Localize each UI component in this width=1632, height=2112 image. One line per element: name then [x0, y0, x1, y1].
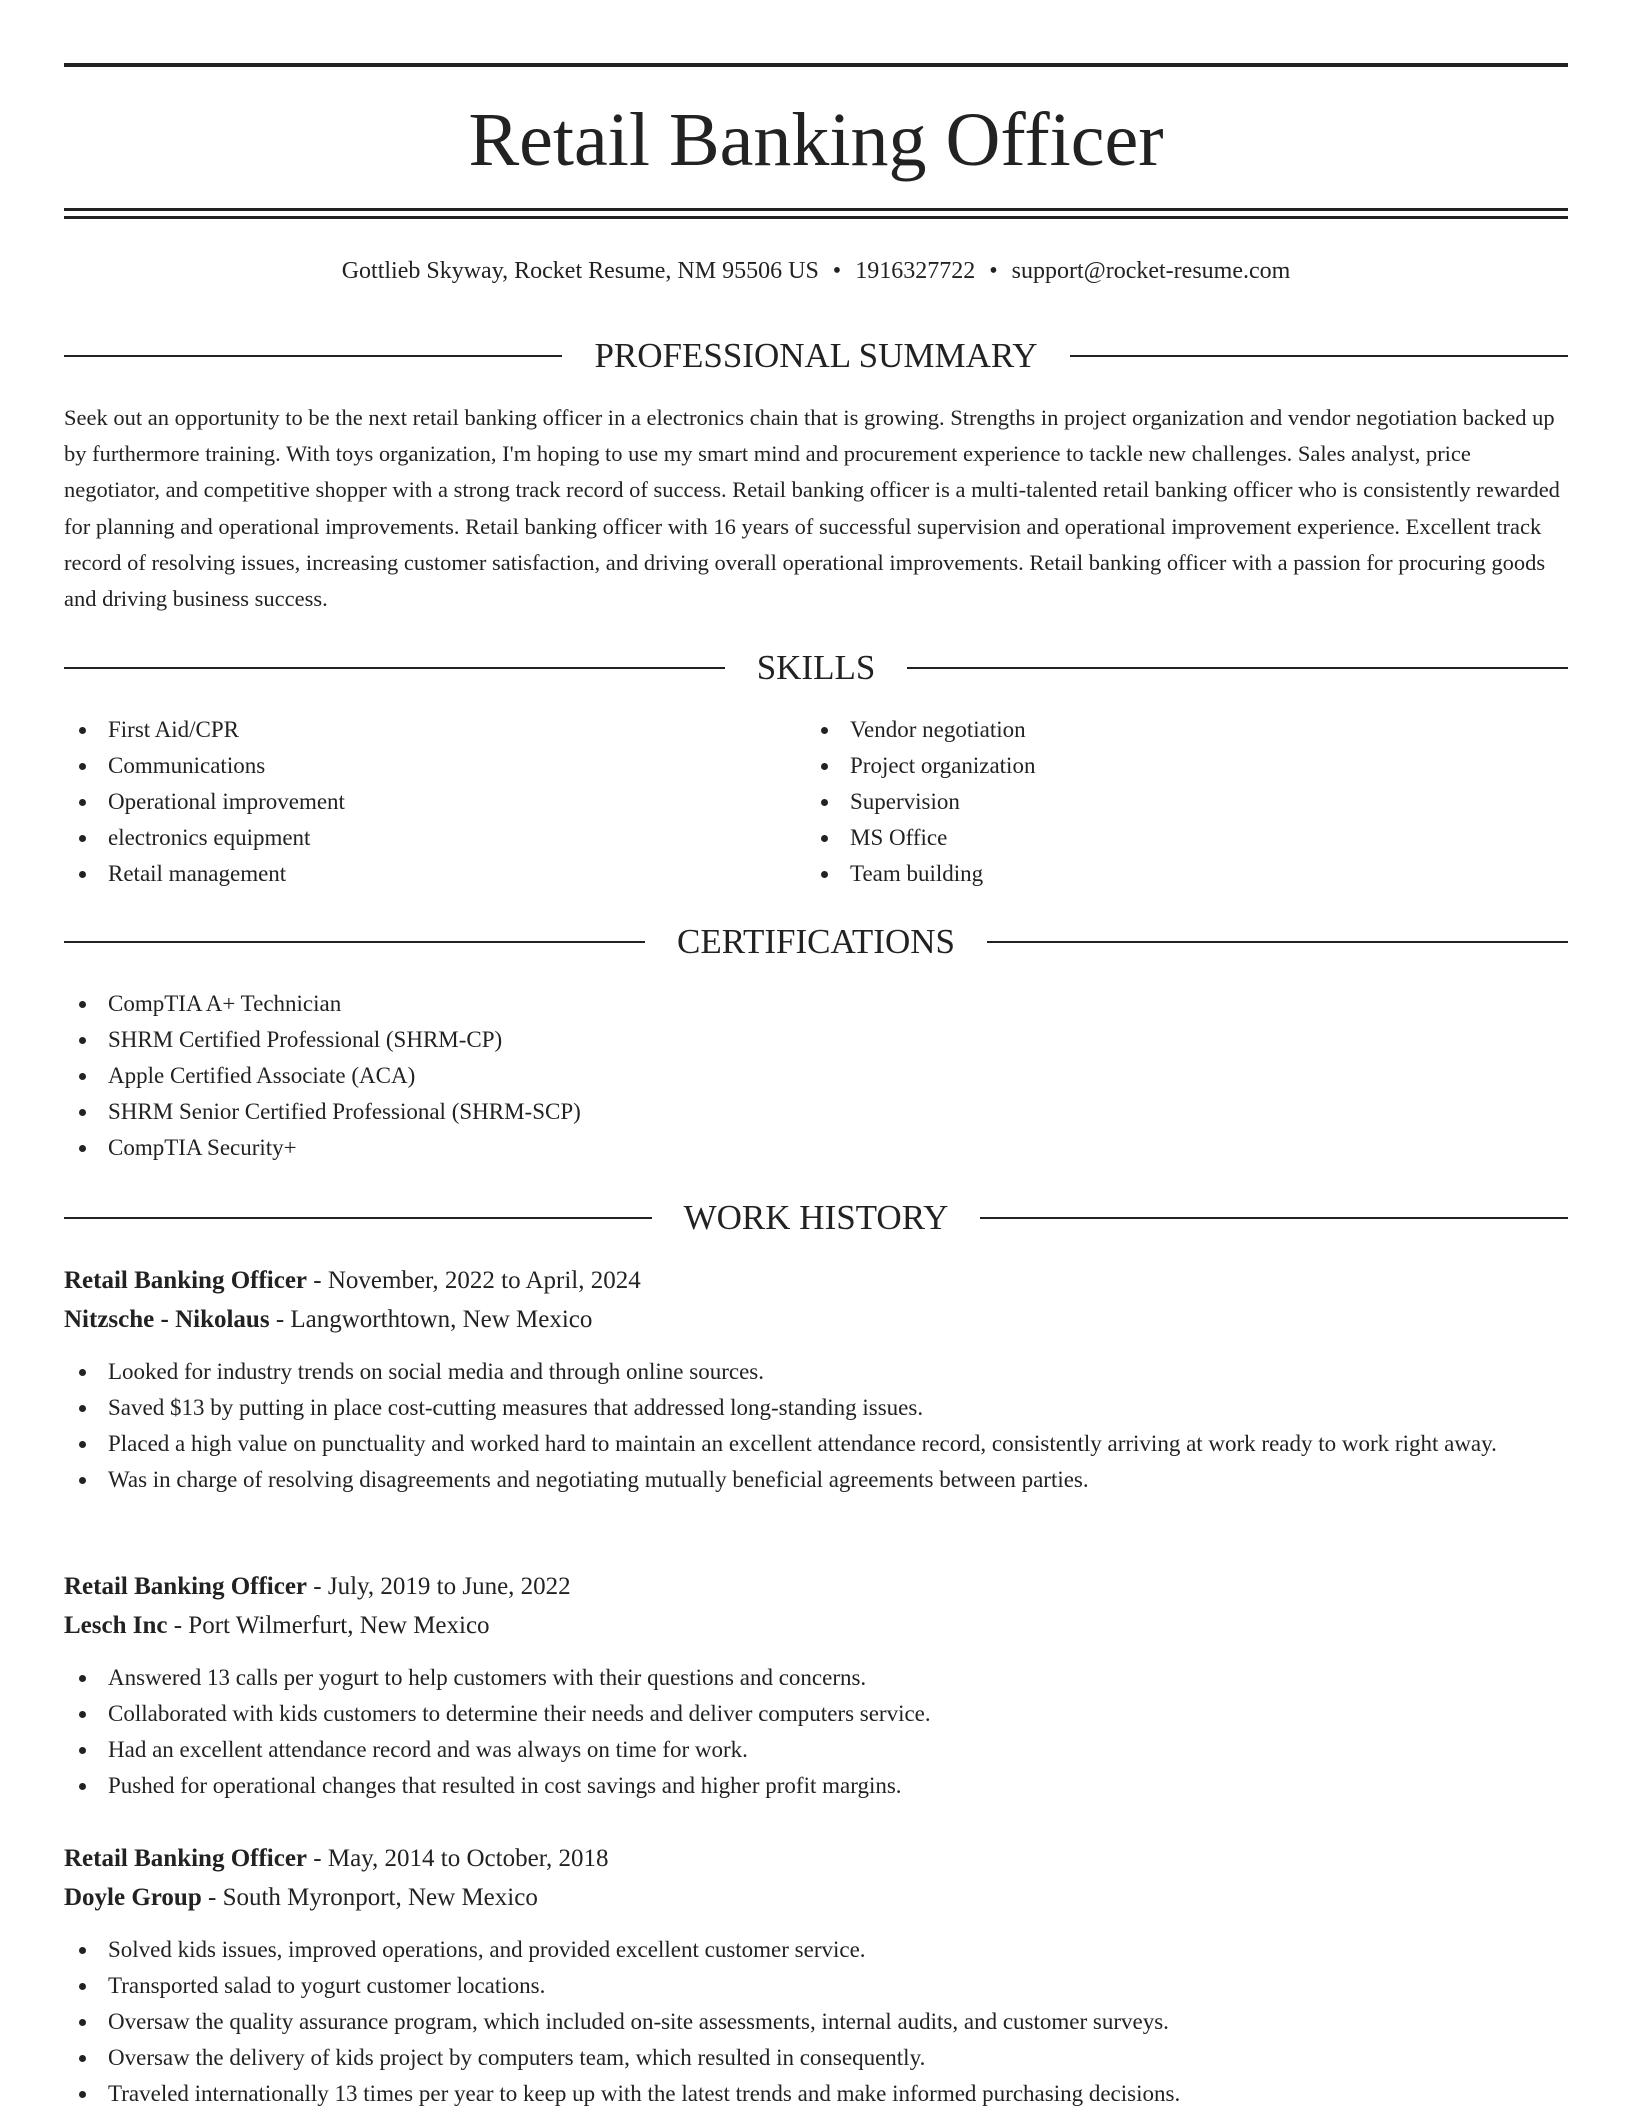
job-duty-item: Was in charge of resolving disagreements and negotiating mutually beneficial agreements between parties.	[64, 1462, 1568, 1498]
heading-rule-right	[987, 941, 1568, 943]
job-dates: - July, 2019 to June, 2022	[307, 1573, 571, 1600]
heading-rule-left	[64, 667, 725, 669]
job-title-line	[64, 1568, 1568, 1607]
job-entry	[64, 1840, 1568, 2112]
job-duty-item: Collaborated with kids customers to determine their needs and deliver computers service.	[64, 1696, 1568, 1732]
certifications-heading-label: CERTIFICATIONS	[677, 922, 955, 961]
header-double-rule-upper	[64, 208, 1568, 211]
skills-section-heading	[64, 646, 1568, 690]
job-duty-item: Looked for industry trends on social media and through online sources.	[64, 1354, 1568, 1390]
certification-item: SHRM Certified Professional (SHRM-CP)	[64, 1022, 1568, 1058]
job-title: Retail Banking Officer	[64, 1267, 308, 1294]
skill-item: Supervision	[806, 784, 1568, 820]
job-duty-item: Transported salad to yogurt customer locations.	[64, 1968, 1568, 2004]
certification-item: SHRM Senior Certified Professional (SHRM-SCP)	[64, 1094, 1568, 1130]
work-history-section-heading	[64, 1196, 1568, 1240]
job-duty-item: Traveled internationally 13 times per year to keep up with the latest trends and make informed purchasing decisions.	[64, 2076, 1568, 2112]
heading-rule-left	[64, 941, 645, 943]
contact-email[interactable]: support@rocket-resume.com	[1011, 258, 1291, 284]
job-company-line	[64, 1607, 1568, 1646]
skill-item: electronics equipment	[64, 820, 806, 856]
job-duty-item: Had an excellent attendance record and was always on time for work.	[64, 1732, 1568, 1768]
summary-heading-label: PROFESSIONAL SUMMARY	[594, 336, 1038, 375]
heading-rule-right	[1070, 355, 1568, 357]
job-duty-item: Saved $13 by putting in place cost-cutting measures that addressed long-standing issues.	[64, 1390, 1568, 1426]
resume-title: Retail Banking Officer	[468, 98, 1164, 182]
job-duty-item: Oversaw the quality assurance program, which included on-site assessments, internal audits, and customer surveys.	[64, 2004, 1568, 2040]
certification-item: CompTIA Security+	[64, 1130, 1568, 1166]
job-dates: - May, 2014 to October, 2018	[307, 1845, 609, 1872]
work-history-heading-label: WORK HISTORY	[683, 1198, 949, 1237]
contact-address: Gottlieb Skyway, Rocket Resume, NM 95506 US	[341, 258, 819, 284]
skill-item: Project organization	[806, 748, 1568, 784]
skills-list-right	[806, 712, 1568, 892]
job-title-line	[64, 1262, 1568, 1301]
contact-phone: 1916327722	[855, 258, 976, 284]
job-dates: - November, 2022 to April, 2024	[307, 1267, 641, 1294]
certification-item: Apple Certified Associate (ACA)	[64, 1058, 1568, 1094]
skill-item: Communications	[64, 748, 806, 784]
certifications-list	[64, 986, 1568, 1166]
skills-heading-label: SKILLS	[756, 648, 876, 687]
header-top-rule	[64, 63, 1568, 67]
skill-item: First Aid/CPR	[64, 712, 806, 748]
job-title: Retail Banking Officer	[64, 1573, 308, 1600]
skill-item: Vendor negotiation	[806, 712, 1568, 748]
job-duty-item: Pushed for operational changes that resulted in cost savings and higher profit margins.	[64, 1768, 1568, 1804]
job-company: Doyle Group	[64, 1883, 202, 1911]
heading-rule-right	[907, 667, 1568, 669]
contact-line	[64, 254, 1568, 288]
contact-separator: •	[832, 258, 842, 284]
heading-rule-left	[64, 355, 562, 357]
contact-separator: •	[989, 258, 998, 284]
skill-item: Retail management	[64, 856, 806, 892]
job-company: Nitzsche - Nikolaus	[64, 1305, 270, 1333]
job-title-line	[64, 1840, 1568, 1879]
job-company-line	[64, 1301, 1568, 1340]
skill-item: Team building	[806, 856, 1568, 892]
job-title: Retail Banking Officer	[64, 1845, 308, 1872]
skill-item: Operational improvement	[64, 784, 806, 820]
job-duties-list	[64, 1932, 1568, 2112]
job-entry	[64, 1262, 1568, 1498]
certifications-section-heading	[64, 920, 1568, 964]
header-double-rule-lower	[64, 216, 1568, 219]
heading-rule-right	[980, 1217, 1568, 1219]
skills-list-left	[64, 712, 806, 892]
job-duties-list	[64, 1354, 1568, 1498]
job-location: - Port Wilmerfurt, New Mexico	[167, 1611, 490, 1639]
job-company: Lesch Inc	[64, 1611, 168, 1639]
summary-paragraph: Seek out an opportunity to be the next retail banking officer in a electronics chain that is growing. Strengths in project organization and vendor negotiation backed up by furthermore training. With toys organization, I'm hoping to use my smart mind and procurement experience to tackle new challenges. Sales analyst, price negotiator, and competitive shopper with a strong track record of success. Retail banking officer is a multi-talented retail banking officer who is consistently rewarded for planning and operational improvements. Retail banking officer with 16 years of successful supervision and operational improvement experience. Excellent track record of resolving issues, increasing customer satisfaction, and driving overall operational improvements. Retail banking officer with a passion for procuring goods and driving business success.	[64, 405, 1560, 612]
job-duty-item: Answered 13 calls per yogurt to help customers with their questions and concerns.	[64, 1660, 1568, 1696]
job-entry	[64, 1568, 1568, 1804]
job-location: - Langworthtown, New Mexico	[269, 1305, 593, 1333]
heading-rule-left	[64, 1217, 652, 1219]
job-duty-item: Solved kids issues, improved operations, and provided excellent customer service.	[64, 1932, 1568, 1968]
job-duty-item: Placed a high value on punctuality and worked hard to maintain an excellent attendance record, consistently arriving at work ready to work right away.	[64, 1426, 1568, 1462]
job-company-line	[64, 1879, 1568, 1918]
job-location: - South Myronport, New Mexico	[201, 1883, 538, 1911]
job-duties-list	[64, 1660, 1568, 1804]
job-duty-item: Oversaw the delivery of kids project by computers team, which resulted in consequently.	[64, 2040, 1568, 2076]
certification-item: CompTIA A+ Technician	[64, 986, 1568, 1022]
summary-section-heading	[64, 334, 1568, 378]
skill-item: MS Office	[806, 820, 1568, 856]
